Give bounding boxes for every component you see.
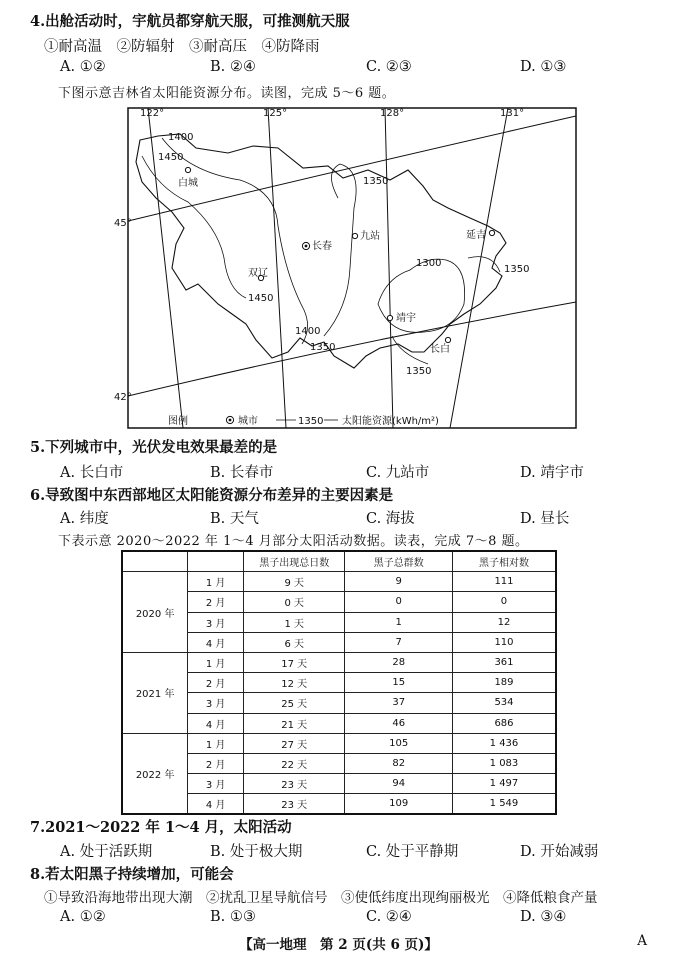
q6-option-c[interactable]: C. 海拔 [366,511,415,527]
table-row: 2 月 12 天 15 189 [122,673,556,693]
q8-option-d[interactable]: D. ③④ [520,909,567,925]
header-year [122,551,188,572]
lon-label-122: 122° [140,108,165,119]
map-intro: 下图示意吉林省太阳能资源分布。读图，完成 5～6 题。 [58,86,396,101]
q7-option-a[interactable]: A. 处于活跃期 [60,844,153,860]
q6-stem: 6.导致图中东西部地区太阳能资源分布差异的主要因素是 [30,487,394,504]
q4-items: ①耐高温 ②防辐射 ③耐高压 ④防降雨 [44,39,320,55]
isoline-label-1450-nw: 1450 [158,152,184,163]
q6-option-b[interactable]: B. 天气 [210,511,259,527]
q7-option-c[interactable]: C. 处于平静期 [366,844,459,860]
table-row: 2022 年 1 月 27 天 105 1 436 [122,733,556,753]
city-jiuzhan-marker [352,233,357,238]
q5-option-b[interactable]: B. 长春市 [210,465,274,481]
table-row: 2 月 22 天 82 1 083 [122,753,556,773]
q4-option-a[interactable]: A. ①② [60,59,106,75]
table-row: 3 月 23 天 94 1 497 [122,774,556,794]
q8-items: ①导致沿海地带出现大潮 ②扰乱卫星导航信号 ③使低纬度出现绚丽极光 ④降低粮食产量 [44,890,598,906]
q7-options [60,840,620,860]
isoline-label-1400-s: 1400 [295,326,321,337]
q4-option-c[interactable]: C. ②③ [366,59,412,75]
city-baicheng-marker [185,167,190,172]
q4-option-b[interactable]: B. ②④ [210,59,256,75]
city-yanji: 延吉 [466,230,486,241]
q7-option-b[interactable]: B. 处于极大期 [210,844,303,860]
q8-stem: 8.若太阳黑子持续增加，可能会 [30,866,234,883]
city-changbai: 长白 [430,344,450,355]
year-cell: 2022 年 [122,733,188,814]
paper-version: A [637,933,647,949]
city-changbai-marker [445,337,450,342]
q4-option-d[interactable]: D. ①③ [520,59,567,75]
isoline-label-1400-nw: 1400 [168,132,194,143]
header-month [188,551,244,572]
lon-label-125: 125° [263,108,288,119]
q4-options [60,59,620,79]
isoline-label-1300: 1300 [416,258,442,269]
q7-option-d[interactable]: D. 开始减弱 [520,844,599,860]
city-yanji-marker [489,230,494,235]
city-jingyu: 靖宇 [396,313,416,324]
city-shuangliao: 双辽 [248,268,268,279]
q8-option-a[interactable]: A. ①② [60,909,106,925]
table-row: 4 月 21 天 46 686 [122,713,556,733]
table-row: 2021 年 1 月 17 天 28 361 [122,652,556,672]
legend-isoline-desc: 太阳能资源(kWh/m²) [342,416,439,427]
lat-label-45: 45° [114,218,132,229]
legend-isoline-value: 1350 [298,416,324,427]
q5-option-a[interactable]: A. 长白市 [60,465,124,481]
city-baicheng: 白城 [178,178,198,189]
table-row: 3 月 1 天 1 12 [122,612,556,632]
lon-label-131: 131° [500,108,525,119]
legend-city: 城市 [238,416,258,427]
sunspot-table [121,550,557,815]
city-jingyu-marker [387,315,392,320]
q8-options [60,909,620,929]
table-row: 4 月 23 天 109 1 549 [122,794,556,815]
table-row: 4 月 6 天 7 110 [122,632,556,652]
map-legend [168,414,439,427]
q6-option-d[interactable]: D. 昼长 [520,511,570,527]
lat-label-42: 42° [114,392,132,403]
q5-options [60,461,620,481]
isoline-label-1450-sw: 1450 [248,293,274,304]
header-relative: 黑子相对数 [452,551,556,572]
year-cell: 2021 年 [122,652,188,733]
q8-option-c[interactable]: C. ②④ [366,909,412,925]
city-changchun: 长春 [312,241,332,252]
q5-option-d[interactable]: D. 靖宇市 [520,465,584,481]
header-days: 黑子出现总日数 [244,551,345,572]
q4-stem: 4.出舱活动时，宇航员都穿航天服，可推测航天服 [30,13,350,30]
isoline-label-1350-s: 1350 [310,342,336,353]
q5-option-c[interactable]: C. 九站市 [366,465,430,481]
table-row: 3 月 25 天 37 534 [122,693,556,713]
header-groups: 黑子总群数 [345,551,452,572]
table-row: 2 月 0 天 0 0 [122,592,556,612]
year-cell: 2020 年 [122,572,188,653]
lon-label-128: 128° [380,108,405,119]
city-jiuzhan: 九站 [360,231,380,242]
q7-stem: 7.2021～2022 年 1～4 月，太阳活动 [30,819,292,836]
q6-options [60,507,620,527]
isoline-label-1350-se: 1350 [406,366,432,377]
q6-option-a[interactable]: A. 纬度 [60,511,109,527]
isoline-label-1350-n: 1350 [363,176,389,187]
solar-resource-map [114,108,576,428]
legend-title: 图例 [168,416,188,427]
table-row: 2020 年 1 月 9 天 9 111 [122,572,556,592]
q5-stem: 5.下列城市中，光伏发电效果最差的是 [30,439,278,456]
page-footer: 【高一地理 第 2 页(共 6 页)】 [239,937,438,953]
table-intro: 下表示意 2020～2022 年 1～4 月部分太阳活动数据。读表，完成 7～8 题。 [58,534,529,549]
isoline-label-1350-e: 1350 [504,264,530,275]
q8-option-b[interactable]: B. ①③ [210,909,256,925]
